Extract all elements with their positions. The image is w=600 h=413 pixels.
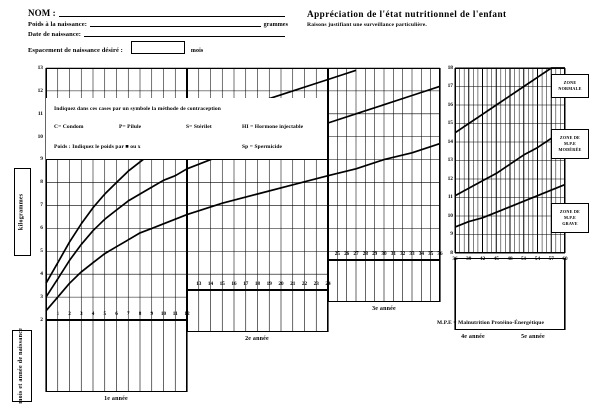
right-x-tick-39: 39 <box>466 256 472 262</box>
caption-year5: 5e année <box>521 334 545 340</box>
x-tick-28: 28 <box>362 250 368 257</box>
right-x-tick-51: 51 <box>521 256 527 262</box>
legend-spermicide: Sp = Spermicide <box>242 144 283 150</box>
y-tick-2: 2 <box>40 316 43 323</box>
right-x-tick-48: 48 <box>507 256 513 262</box>
x-tick-33: 33 <box>409 250 415 257</box>
mpe-footnote: M.P.E = Malnutrition Protéino-Énergétique <box>437 320 544 326</box>
right-y-tick-17: 17 <box>447 83 453 90</box>
zone-grave-box <box>551 203 589 233</box>
y-tick-11: 11 <box>37 110 43 117</box>
x-tick-4: 4 <box>91 310 95 317</box>
right-x-tick-57: 57 <box>548 256 554 262</box>
zone-grave-line2: M.P.E <box>563 214 576 220</box>
right-y-tick-13: 13 <box>447 157 453 164</box>
right-y-tick-11: 11 <box>447 194 453 201</box>
x-tick-30: 30 <box>381 250 387 257</box>
x-tick-29: 29 <box>372 250 378 257</box>
x-tick-13: 13 <box>196 280 202 287</box>
caption-year4: 4e année <box>461 334 485 340</box>
zone-normale-box <box>551 74 589 98</box>
x-tick-7: 7 <box>126 310 130 317</box>
zone-grave-line3: GRAVE <box>562 221 578 227</box>
y-tick-3: 3 <box>40 293 43 300</box>
legend-hormone: HI = Hormone injectable <box>242 124 304 130</box>
right-y-tick-18: 18 <box>447 64 453 71</box>
x-tick-10: 10 <box>160 310 167 317</box>
zone-normale-line1: ZONE <box>563 79 577 85</box>
legend-poids: Poids : Indiquez le poids par ■ ou x <box>54 144 141 150</box>
caption-year2: 2e année <box>245 336 269 342</box>
legend-instruction: Indiquez dans ces cases par un symbole la méthode de contraception <box>54 106 221 112</box>
date-label: Date de naissance: <box>28 31 82 38</box>
x-tick-6: 6 <box>115 310 118 317</box>
espacement-unit-label: mois <box>190 48 204 54</box>
legend-pilule: P= Pilule <box>119 124 142 130</box>
y-tick-6: 6 <box>40 225 43 232</box>
page-subtitle: Raisons justifiant une surveillance particulière. <box>307 21 427 28</box>
x-tick-24: 24 <box>325 280 331 287</box>
x-tick-5: 5 <box>103 310 107 317</box>
x-tick-31: 31 <box>390 250 396 257</box>
y-tick-12: 12 <box>37 87 43 94</box>
right-x-tick-36: 36 <box>452 256 458 262</box>
right-y-tick-12: 12 <box>447 175 453 182</box>
x-tick-11: 11 <box>172 310 178 317</box>
right-x-tick-54: 54 <box>534 256 541 262</box>
right-y-tick-16: 16 <box>447 101 453 108</box>
page-title: Appréciation de l'état nutritionnel de l'enfant <box>307 9 507 19</box>
y-tick-4: 4 <box>40 270 43 277</box>
x-tick-35: 35 <box>428 250 434 257</box>
birth-label: mois et année de naissance <box>18 328 25 404</box>
x-tick-8: 8 <box>138 310 142 317</box>
right-y-tick-14: 14 <box>447 138 453 145</box>
x-tick-36: 36 <box>437 250 443 257</box>
y-tick-5: 5 <box>40 248 43 255</box>
x-tick-20: 20 <box>278 280 284 287</box>
zone-moderee-line3: MODÉRÉE <box>558 147 582 153</box>
right-y-tick-15: 15 <box>447 120 453 127</box>
y-tick-10: 10 <box>37 133 43 140</box>
x-tick-16: 16 <box>231 280 237 287</box>
x-tick-18: 18 <box>254 280 261 287</box>
x-tick-9: 9 <box>150 310 154 317</box>
caption-year3: 3e année <box>372 306 396 312</box>
right-y-tick-9: 9 <box>450 231 453 238</box>
x-tick-17: 17 <box>243 280 249 287</box>
espacement-label: Espacement de naissance désiré : <box>28 47 123 54</box>
right-x-tick-42: 42 <box>479 256 486 262</box>
poids-label: Poids à la naissance: <box>28 21 87 28</box>
caption-year1: 1e année <box>104 396 128 402</box>
y-tick-9: 9 <box>40 156 43 163</box>
x-tick-32: 32 <box>400 250 406 257</box>
x-tick-23: 23 <box>313 280 319 287</box>
zone-moderee-line2: M.P.E <box>563 140 576 146</box>
x-tick-15: 15 <box>219 280 225 287</box>
zone-moderee-box <box>551 129 589 159</box>
y-tick-8: 8 <box>40 179 43 186</box>
x-tick-14: 14 <box>207 280 214 287</box>
legend-condom: C= Condom <box>54 124 84 130</box>
y-tick-7: 7 <box>40 202 43 209</box>
zone-moderee-line1: ZONE DE <box>559 134 581 140</box>
right-y-tick-10: 10 <box>447 212 453 219</box>
y-axis-label: kilogrammes <box>18 193 25 231</box>
x-tick-26: 26 <box>344 250 350 257</box>
x-tick-19: 19 <box>266 280 272 287</box>
zone-grave-line1: ZONE DE <box>559 208 581 214</box>
x-tick-12: 12 <box>184 310 190 317</box>
y-tick-13: 13 <box>37 64 43 71</box>
legend-sterilet: S= Stérilet <box>186 124 212 130</box>
poids-unit-label: grammes <box>263 22 288 28</box>
x-tick-3: 3 <box>79 310 83 317</box>
nom-label: NOM : <box>28 8 56 18</box>
right-y-tick-8: 8 <box>450 249 453 256</box>
x-tick-34: 34 <box>418 250 424 257</box>
x-tick-25: 25 <box>334 250 340 257</box>
right-x-tick-60: 60 <box>562 256 568 262</box>
x-tick-21: 21 <box>290 280 296 287</box>
x-tick-27: 27 <box>353 250 359 257</box>
x-tick-2: 2 <box>68 310 71 317</box>
x-tick-1: 1 <box>56 310 60 317</box>
zone-normale-line2: NORMALE <box>558 86 582 91</box>
right-x-tick-45: 45 <box>493 256 499 262</box>
x-tick-22: 22 <box>301 280 308 287</box>
